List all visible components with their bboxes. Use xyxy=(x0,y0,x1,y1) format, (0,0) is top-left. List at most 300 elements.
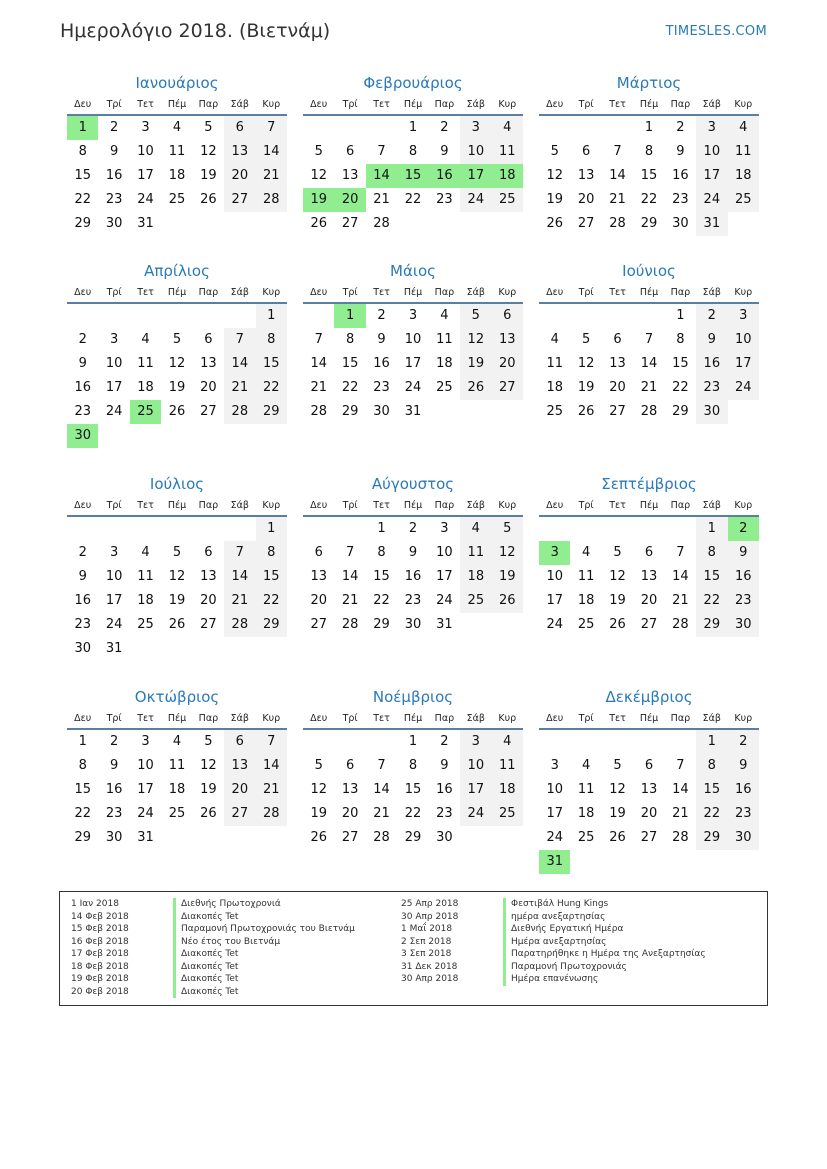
week-row xyxy=(539,304,759,328)
weekday-label: Σάβ xyxy=(230,500,249,511)
day-cell: 26 xyxy=(310,216,327,231)
day-cell: 3 xyxy=(141,120,150,135)
day-cell: 10 xyxy=(436,545,453,560)
weekday-label: Δευ xyxy=(546,287,564,298)
week-row xyxy=(303,802,523,826)
day-cell: 16 xyxy=(728,778,759,802)
week-row xyxy=(67,424,287,448)
day-cell-holiday: 30 xyxy=(67,424,98,448)
day-cell-holiday: 2 xyxy=(728,517,759,541)
day-cell: 22 xyxy=(696,802,727,826)
weekday-label: Σάβ xyxy=(702,99,721,110)
day-cell-empty xyxy=(67,517,98,541)
weekday-label: Σάβ xyxy=(702,287,721,298)
day-cell: 6 xyxy=(224,730,255,754)
day-cell: 27 xyxy=(224,188,255,212)
day-cell: 18 xyxy=(577,593,595,608)
month-block xyxy=(303,686,523,850)
legend-date: 1 Ιαν 2018 xyxy=(71,899,119,909)
weekday-header xyxy=(67,94,287,116)
day-cell: 2 xyxy=(109,734,119,749)
day-cell: 2 xyxy=(728,730,759,754)
day-cell: 16 xyxy=(404,569,422,584)
weekday-label: Τρί xyxy=(106,99,122,110)
day-cell: 12 xyxy=(546,168,563,183)
day-cell: 10 xyxy=(137,758,154,773)
week-row xyxy=(539,802,759,826)
day-cell: 22 xyxy=(74,192,91,207)
legend-holiday-name: Διακοπές Tet xyxy=(173,911,238,924)
day-cell: 7 xyxy=(676,758,685,773)
weekday-label: Παρ xyxy=(198,99,219,110)
day-cell: 16 xyxy=(373,356,390,371)
day-cell: 1 xyxy=(696,517,727,541)
week-row xyxy=(67,589,287,613)
week-row xyxy=(539,164,759,188)
day-cell: 13 xyxy=(200,569,217,584)
day-cell: 14 xyxy=(373,782,390,797)
day-cell-empty xyxy=(98,304,129,328)
day-cell: 2 xyxy=(109,120,119,135)
day-cell: 11 xyxy=(728,140,759,164)
day-cell: 26 xyxy=(200,806,217,821)
weekday-label: Τρί xyxy=(106,713,122,724)
week-row xyxy=(67,730,287,754)
day-cell: 14 xyxy=(672,569,689,584)
legend-date: 31 Δεκ 2018 xyxy=(401,961,458,972)
weekday-label: Πέμ xyxy=(403,500,423,511)
day-cell: 7 xyxy=(377,144,386,159)
month-block xyxy=(303,473,523,637)
day-cell-empty xyxy=(633,850,664,874)
legend-item xyxy=(71,923,355,936)
day-cell: 13 xyxy=(492,328,523,352)
day-cell: 23 xyxy=(728,802,759,826)
day-cell-empty xyxy=(130,424,161,448)
day-cell: 16 xyxy=(105,782,123,797)
day-cell: 30 xyxy=(728,613,759,637)
week-row xyxy=(67,565,287,589)
day-cell: 25 xyxy=(492,802,523,826)
month-block xyxy=(303,72,523,236)
day-cell: 30 xyxy=(74,641,91,656)
day-cell: 17 xyxy=(436,569,453,584)
day-cell: 27 xyxy=(200,617,217,632)
day-cell: 22 xyxy=(373,593,390,608)
day-cell: 22 xyxy=(256,376,287,400)
day-cell: 5 xyxy=(204,120,213,135)
month-name: Μάιος xyxy=(390,262,436,280)
day-cell-empty xyxy=(460,212,491,236)
weekday-label: Δευ xyxy=(74,500,92,511)
day-cell: 12 xyxy=(168,569,186,584)
day-cell: 21 xyxy=(640,380,658,395)
weekday-header xyxy=(539,708,759,730)
day-cell-empty xyxy=(539,730,570,754)
month-block xyxy=(539,260,759,424)
day-cell: 22 xyxy=(404,806,422,821)
day-cell: 16 xyxy=(728,565,759,589)
weekday-label: Κυρ xyxy=(498,713,517,724)
legend-date: 25 Απρ 2018 xyxy=(401,899,459,909)
day-cell: 13 xyxy=(341,168,359,183)
day-cell: 14 xyxy=(640,356,658,371)
day-cell-empty xyxy=(633,304,664,328)
day-cell: 4 xyxy=(728,116,759,140)
day-cell: 11 xyxy=(546,356,563,371)
day-cell: 20 xyxy=(224,778,255,802)
week-row xyxy=(303,328,523,352)
day-cell-empty xyxy=(570,304,601,328)
day-cell: 20 xyxy=(577,192,595,207)
legend-holiday-name: Νέο έτος του Βιετνάμ xyxy=(173,936,280,949)
week-row xyxy=(67,517,287,541)
day-cell: 5 xyxy=(172,332,182,347)
day-cell: 30 xyxy=(728,826,759,850)
day-cell: 7 xyxy=(256,116,287,140)
day-cell: 27 xyxy=(310,617,327,632)
day-cell: 6 xyxy=(345,144,355,159)
day-cell: 9 xyxy=(440,144,449,159)
month-block xyxy=(67,473,287,661)
day-cell: 18 xyxy=(436,356,453,371)
day-cell: 15 xyxy=(672,356,689,371)
week-row xyxy=(67,802,287,826)
weekday-label: Τετ xyxy=(137,500,154,511)
month-name: Νοέμβριος xyxy=(372,688,454,706)
day-cell: 2 xyxy=(440,734,449,749)
day-cell-holiday: 19 xyxy=(303,188,334,212)
weekday-label: Παρ xyxy=(670,713,691,724)
day-cell: 11 xyxy=(492,140,523,164)
month-name: Οκτώβριος xyxy=(134,688,220,706)
day-cell: 25 xyxy=(546,404,563,419)
day-cell: 17 xyxy=(404,356,422,371)
weekday-header xyxy=(539,282,759,304)
legend-holiday-name: Διεθνής Εργατική Ημέρα xyxy=(503,923,623,936)
day-cell: 12 xyxy=(460,328,491,352)
weekday-header xyxy=(67,282,287,304)
day-cell: 10 xyxy=(105,356,123,371)
day-cell: 20 xyxy=(200,593,217,608)
day-cell: 23 xyxy=(436,806,453,821)
day-cell: 3 xyxy=(440,521,449,536)
day-cell: 11 xyxy=(577,569,595,584)
day-cell-empty xyxy=(539,304,570,328)
day-cell: 23 xyxy=(404,593,422,608)
day-cell: 28 xyxy=(256,802,287,826)
day-cell-empty xyxy=(570,850,601,874)
day-cell-empty xyxy=(602,850,633,874)
day-cell: 15 xyxy=(256,352,287,376)
legend-item xyxy=(401,923,706,936)
weekday-label: Τετ xyxy=(373,713,390,724)
day-cell-empty xyxy=(728,212,759,236)
week-row xyxy=(303,212,523,236)
weekday-label: Παρ xyxy=(198,287,219,298)
day-cell: 14 xyxy=(256,754,287,778)
weekday-label: Τρί xyxy=(578,99,594,110)
weekday-label: Τετ xyxy=(137,287,154,298)
week-row xyxy=(303,376,523,400)
day-cell: 18 xyxy=(168,782,186,797)
day-cell: 21 xyxy=(609,192,626,207)
day-cell: 24 xyxy=(546,617,563,632)
week-row xyxy=(539,352,759,376)
legend-holiday-name: Ημέρα επανένωσης xyxy=(503,973,598,986)
day-cell: 10 xyxy=(137,144,154,159)
day-cell: 7 xyxy=(377,758,386,773)
weekday-label: Παρ xyxy=(434,500,455,511)
day-cell-empty xyxy=(303,304,334,328)
weekday-label: Παρ xyxy=(434,713,455,724)
day-cell: 9 xyxy=(377,332,386,347)
weekday-label: Κυρ xyxy=(734,713,753,724)
day-cell: 14 xyxy=(224,565,255,589)
day-cell-empty xyxy=(193,637,224,661)
day-cell: 26 xyxy=(310,830,327,845)
weekday-label: Κυρ xyxy=(498,500,517,511)
day-cell: 9 xyxy=(109,758,119,773)
week-row xyxy=(67,116,287,140)
day-cell: 3 xyxy=(460,730,491,754)
legend-date: 15 Φεβ 2018 xyxy=(71,924,129,934)
weekday-label: Σάβ xyxy=(466,713,485,724)
week-row xyxy=(303,188,523,212)
day-cell: 22 xyxy=(640,192,658,207)
week-row xyxy=(539,565,759,589)
day-cell: 15 xyxy=(256,565,287,589)
day-cell: 6 xyxy=(613,332,622,347)
day-cell-empty xyxy=(602,517,633,541)
month-name: Ιούλιος xyxy=(149,475,205,493)
day-cell-holiday: 18 xyxy=(492,164,523,188)
day-cell: 18 xyxy=(492,778,523,802)
day-cell: 11 xyxy=(577,782,595,797)
day-cell: 1 xyxy=(644,120,654,135)
day-cell-holiday: 31 xyxy=(539,850,570,874)
weekday-label: Δευ xyxy=(310,287,328,298)
weekday-label: Τετ xyxy=(609,713,626,724)
day-cell-holiday: 15 xyxy=(397,164,428,188)
day-cell: 13 xyxy=(609,356,626,371)
day-cell: 25 xyxy=(168,192,186,207)
day-cell: 18 xyxy=(137,593,154,608)
day-cell: 4 xyxy=(492,730,523,754)
month-name: Μάρτιος xyxy=(616,74,682,92)
weekday-label: Τρί xyxy=(578,287,594,298)
week-row xyxy=(539,140,759,164)
day-cell: 10 xyxy=(105,569,123,584)
day-cell: 31 xyxy=(696,212,727,236)
legend-item xyxy=(71,961,355,974)
day-cell: 13 xyxy=(640,782,658,797)
week-row xyxy=(67,376,287,400)
day-cell-empty xyxy=(602,304,633,328)
day-cell: 4 xyxy=(172,120,182,135)
weekday-label: Σάβ xyxy=(230,99,249,110)
day-cell: 5 xyxy=(172,545,182,560)
day-cell: 24 xyxy=(546,830,563,845)
day-cell: 15 xyxy=(640,168,658,183)
day-cell: 19 xyxy=(609,593,626,608)
weekday-label: Πέμ xyxy=(639,500,659,511)
day-cell: 1 xyxy=(696,730,727,754)
week-row xyxy=(67,754,287,778)
day-cell: 27 xyxy=(640,830,658,845)
day-cell: 8 xyxy=(78,758,87,773)
day-cell-empty xyxy=(460,400,491,424)
day-cell: 17 xyxy=(546,593,563,608)
day-cell: 5 xyxy=(550,144,559,159)
day-cell: 12 xyxy=(492,541,523,565)
day-cell: 9 xyxy=(440,758,449,773)
day-cell: 19 xyxy=(492,565,523,589)
day-cell: 12 xyxy=(310,782,327,797)
day-cell: 22 xyxy=(74,806,91,821)
day-cell: 5 xyxy=(460,304,491,328)
weekday-label: Σάβ xyxy=(230,713,249,724)
day-cell: 7 xyxy=(613,144,622,159)
day-cell: 17 xyxy=(137,168,154,183)
month-name: Φεβρουάριος xyxy=(363,74,463,92)
legend-date: 3 Σεπ 2018 xyxy=(401,949,452,959)
day-cell: 27 xyxy=(341,830,359,845)
day-cell: 5 xyxy=(314,144,323,159)
day-cell: 4 xyxy=(581,758,591,773)
day-cell: 11 xyxy=(137,569,154,584)
weekday-label: Τρί xyxy=(342,287,358,298)
week-row xyxy=(539,376,759,400)
day-cell-empty xyxy=(303,116,334,140)
legend-date: 16 Φεβ 2018 xyxy=(71,936,129,947)
day-cell: 2 xyxy=(78,545,87,560)
day-cell: 21 xyxy=(256,778,287,802)
day-cell: 16 xyxy=(436,782,453,797)
legend-item xyxy=(71,986,355,999)
day-cell: 7 xyxy=(676,545,685,560)
site-link[interactable]: TIMESLES.COM xyxy=(665,24,767,39)
day-cell: 15 xyxy=(341,356,359,371)
day-cell: 21 xyxy=(224,376,255,400)
legend-holiday-name: Παρατηρήθηκε η Ημέρα της Ανεξαρτησίας xyxy=(503,948,706,961)
day-cell: 29 xyxy=(640,216,658,231)
day-cell-empty xyxy=(570,517,601,541)
day-cell: 7 xyxy=(224,541,255,565)
day-cell: 8 xyxy=(408,758,418,773)
day-cell-empty xyxy=(161,826,192,850)
day-cell-empty xyxy=(728,850,759,874)
weekday-label: Παρ xyxy=(434,287,455,298)
week-row xyxy=(539,778,759,802)
day-cell-empty xyxy=(161,637,192,661)
weekday-label: Πέμ xyxy=(639,99,659,110)
day-cell: 9 xyxy=(728,754,759,778)
legend-holiday-name: Διακοπές Tet xyxy=(173,961,238,974)
day-cell: 11 xyxy=(168,758,186,773)
holiday-legend xyxy=(59,891,768,1006)
day-cell-holiday: 1 xyxy=(334,304,365,328)
day-cell: 12 xyxy=(200,758,217,773)
week-row xyxy=(539,517,759,541)
day-cell: 26 xyxy=(200,192,217,207)
day-cell: 23 xyxy=(728,589,759,613)
day-cell: 17 xyxy=(728,352,759,376)
day-cell-empty xyxy=(224,826,255,850)
day-cell: 27 xyxy=(492,376,523,400)
day-cell: 26 xyxy=(460,376,491,400)
day-cell: 30 xyxy=(105,216,123,231)
day-cell-holiday: 14 xyxy=(366,164,397,188)
weekday-label: Πέμ xyxy=(167,287,187,298)
day-cell: 3 xyxy=(408,308,418,323)
day-cell: 1 xyxy=(377,521,386,536)
day-cell: 28 xyxy=(640,404,658,419)
day-cell: 14 xyxy=(341,569,359,584)
day-cell: 19 xyxy=(310,806,327,821)
day-cell: 24 xyxy=(436,593,453,608)
week-row xyxy=(303,541,523,565)
day-cell: 13 xyxy=(310,569,327,584)
weekday-label: Τετ xyxy=(609,287,626,298)
weekday-label: Τετ xyxy=(609,99,626,110)
day-cell-empty xyxy=(224,424,255,448)
day-cell-empty xyxy=(602,730,633,754)
day-cell-empty xyxy=(256,826,287,850)
day-cell: 5 xyxy=(613,758,622,773)
weekday-label: Πέμ xyxy=(639,287,659,298)
weekday-label: Τρί xyxy=(106,500,122,511)
day-cell: 7 xyxy=(314,332,323,347)
day-cell: 27 xyxy=(341,216,359,231)
week-row xyxy=(67,400,287,424)
day-cell: 16 xyxy=(672,168,689,183)
month-block xyxy=(67,72,287,236)
day-cell: 24 xyxy=(728,376,759,400)
day-cell: 19 xyxy=(168,380,186,395)
day-cell: 12 xyxy=(168,356,186,371)
day-cell: 27 xyxy=(609,404,626,419)
weekday-label: Τετ xyxy=(137,99,154,110)
legend-date: 19 Φεβ 2018 xyxy=(71,974,129,984)
week-row xyxy=(303,352,523,376)
day-cell-empty xyxy=(696,850,727,874)
week-row xyxy=(67,826,287,850)
page-title: Ημερολόγιο 2018. (Βιετνάμ) xyxy=(60,20,331,42)
day-cell: 24 xyxy=(460,802,491,826)
day-cell: 1 xyxy=(256,517,287,541)
week-row xyxy=(303,754,523,778)
day-cell-holiday: 25 xyxy=(130,400,161,424)
week-row xyxy=(539,541,759,565)
month-name: Δεκέμβριος xyxy=(605,688,693,706)
weekday-label: Κυρ xyxy=(262,287,281,298)
week-row xyxy=(67,188,287,212)
day-cell: 26 xyxy=(609,830,626,845)
legend-item xyxy=(401,973,706,986)
day-cell: 17 xyxy=(105,593,123,608)
weekday-label: Δευ xyxy=(310,713,328,724)
day-cell: 29 xyxy=(74,830,91,845)
month-name: Σεπτέμβριος xyxy=(601,475,697,493)
day-cell: 8 xyxy=(676,332,685,347)
day-cell: 5 xyxy=(492,517,523,541)
day-cell: 11 xyxy=(436,332,453,347)
day-cell: 28 xyxy=(672,830,689,845)
day-cell: 24 xyxy=(105,617,123,632)
day-cell: 12 xyxy=(609,569,626,584)
day-cell: 25 xyxy=(436,380,453,395)
